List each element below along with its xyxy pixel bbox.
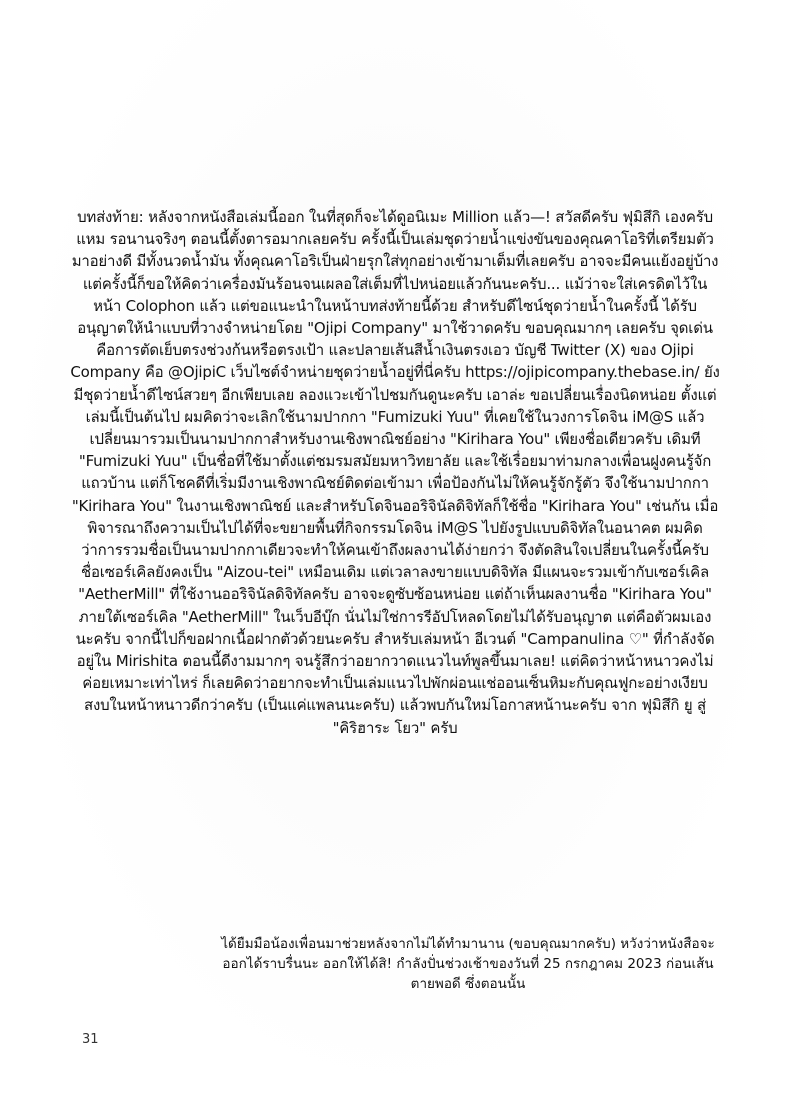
afterword-body-text: บทส่งท้าย: หลังจากหนังสือเล่มนี้ออก ในที่สุดก็จะได้ดูอนิเมะ Million แล้ว—! สวัสดีครับ ฟุมิสึกิ เองครับ แหม รอนานจริงๆ ตอนนี้ตั้งตารอมากเลยครับ ครั้งนี้เป็นเล่มชุดว่ายน้ำแข่งขันของคุณคาโอริที่เตรียมตัวมาอย่างดี มีทั้งนวดน้ำมัน ทั้งคุณคาโอริเป็นฝ่ายรุกใส่ทุกอย่างเข้ามาเต็มที่เลยครับ อาจจะมีคนแย้งอยู่บ้าง แต่ครั้งนี้ก็ขอให้คิดว่าเครื่องมันร้อนจนเผลอใส่เต็มที่ไปหน่อยแล้วกันนะครับ... แม้ว่าจะใส่เครดิตไว้ในหน้า Colophon แล้ว แต่ขอแนะนำในหน้าบทส่งท้ายนี้ด้วย สำหรับดีไซน์ชุดว่ายน้ำในครั้งนี้ ได้รับอนุญาตให้นำแบบที่วางจำหน่ายโดย "Ojipi Company" มาใช้วาดครับ ขอบคุณมากๆ เลยครับ จุดเด่นคือการตัดเย็บตรงช่วงก้นหรือตรงเป้า และปลายเส้นสีน้ำเงินตรงเอว บัญชี Twitter (X) ของ Ojipi Company คือ @OjipiC เว็บไซต์จำหน่ายชุดว่ายน้ำอยู่ที่นี่ครับ https://ojipicompany.thebase.in/ ยังมีชุดว่ายน้ำดีไซน์สวยๆ อีกเพียบเลย ลองแวะเข้าไปชมกันดูนะครับ เอาล่ะ ขอเปลี่ยนเรื่องนิดหน่อย ตั้งแต่เล่มนี้เป็นต้นไป ผมคิดว่าจะเลิกใช้นามปากกา "Fumizuki Yuu" ที่เคยใช้ในวงการโดจิน iM@S แล้วเปลี่ยนมารวมเป็นนามปากกาสำหรับงานเชิงพาณิชย์อย่าง "Kirihara You" เพียงชื่อเดียวครับ เดิมที "Fumizuki Yuu" เป็นชื่อที่ใช้มาตั้งแต่ชมรมสมัยมหาวิทยาลัย และใช้เรื่อยมาท่ามกลางเพื่อนฝูงคนรู้จักแถวบ้าน แต่ก็โชคดีที่เริ่มมีงานเชิงพาณิชย์ติดต่อเข้ามา เพื่อป้องกันไม่ให้คนรู้จักรู้ตัว จึงใช้นามปากกา "Kirihara You" ในงานเชิงพาณิชย์ และสำหรับโดจินออริจินัลดิจิทัลก็ใช้ชื่อ "Kirihara You" เช่นกัน เมื่อพิจารณาถึงความเป็นไปได้ที่จะขยายพื้นที่กิจกรรมโดจิน iM@S ไปยังรูปแบบดิจิทัลในอนาคต ผมคิดว่าการรวมชื่อเป็นนามปากกาเดียวจะทำให้คนเข้าถึงผลงานได้ง่ายกว่า จึงตัดสินใจเปลี่ยนในครั้งนี้ครับ ชื่อเซอร์เคิลยังคงเป็น "Aizou-tei" เหมือนเดิม แต่เวลาลงขายแบบดิจิทัล มีแผนจะรวมเข้ากับเซอร์เคิล "AetherMill" ที่ใช้งานออริจินัลดิจิทัลครับ อาจจะดูซับซ้อนหน่อย แต่ถ้าเห็นผลงานชื่อ "Kirihara You" ภายใต้เซอร์เคิล "AetherMill" ในเว็บอีบุ๊ก นั่นไม่ใช่การรีอัปโหลดโดยไม่ได้รับอนุญาต แต่คือตัวผมเองนะครับ จากนี้ไปก็ขอฝากเนื้อฝากตัวด้วยนะครับ สำหรับเล่มหน้า อีเวนต์ "Campanulina ♡" ที่กำลังจัดอยู่ใน Mirishita ตอนนี้ดีงามมากๆ จนรู้สึกว่าอยากวาดแนวไนท์พูลขึ้นมาเลย! แต่คิดว่าหน้าหนาวคงไม่ค่อยเหมาะเท่าไหร่ ก็เลยคิดว่าอยากจะทำเป็นเล่มแนวไปพักผ่อนแช่ออนเซ็นหิมะกับคุณฟูกะอย่างเงียบสงบในหน้าหนาวดีกว่าครับ (เป็นแค่แพลนนะครับ) แล้วพบกันใหม่โอกาสหน้านะครับ จาก ฟุมิสึกิ ยู สู่ "คิริฮาระ โยว" ครับ (70, 208, 720, 737)
page-number: 31 (82, 1032, 99, 1047)
thanks-note-text: ได้ยืมมือน้องเพื่อนมาช่วยหลังจากไม่ได้ทำมานาน (ขอบคุณมากครับ) หวังว่าหนังสือจะออกได้ราบรื่นนะ ออกให้ได้สิ! กำลังปั่นช่วงเช้าของวันที่ 25 กรกฎาคม 2023 ก่อนเส้นตายพอดี ซึ่งตอนนั้น (221, 936, 715, 992)
